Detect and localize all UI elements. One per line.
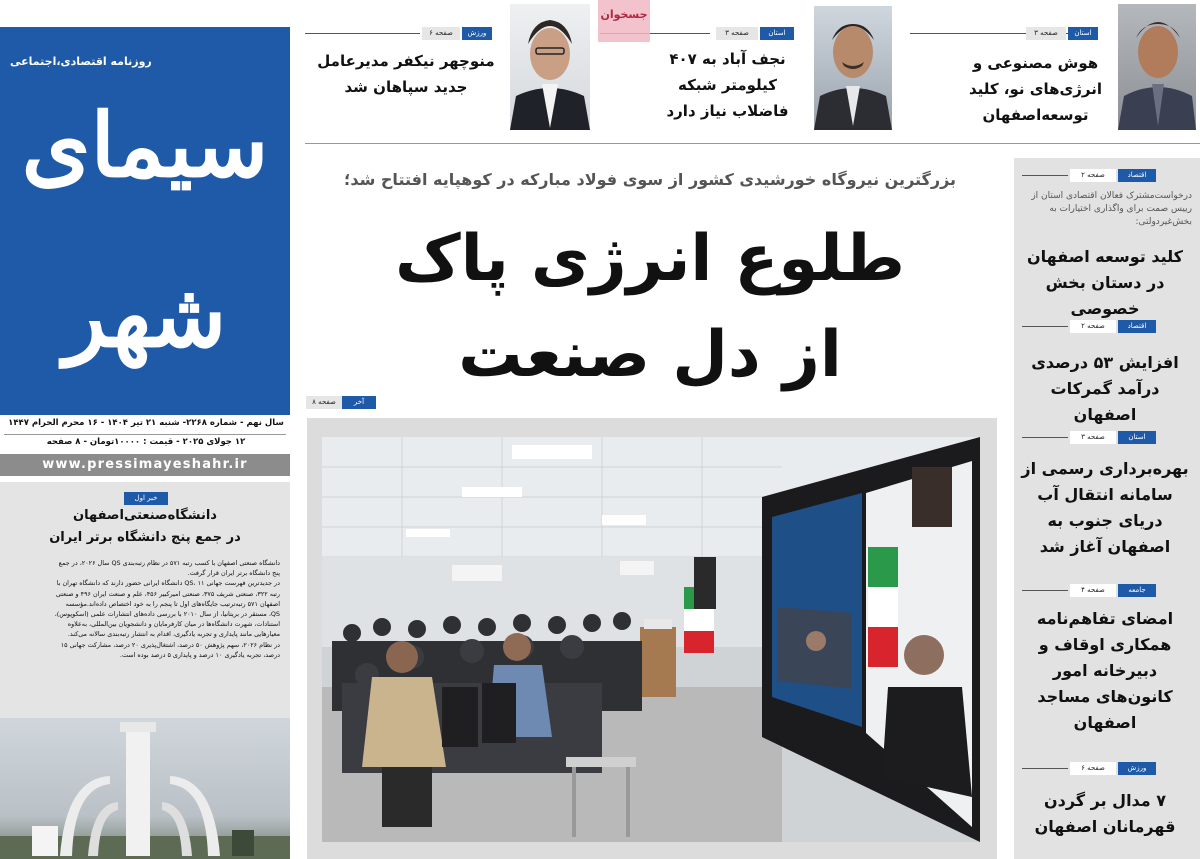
- left-box-title-1: دانشگاه‌صنعتی‌اصفهان: [73, 508, 217, 523]
- watermark-text: جسخوان: [600, 8, 648, 21]
- teaser3-section-tag: ورزش: [462, 27, 492, 40]
- top-rule: [305, 143, 1200, 144]
- teaser3-text[interactable]: منوچهر نیکفر مدیرعامل جدید سپاهان شد: [317, 52, 495, 96]
- right1-kicker: درخواست‌مشترک فعالان اقتصادی استان از رییس صمت برای واگذاری اختیارات به بخش‌غیردولتی:: [1031, 191, 1192, 227]
- lead-page-tag: صفحه ۸: [306, 396, 342, 409]
- teaser2-page-tag: صفحه ۳: [716, 27, 758, 40]
- right1-page-tag: صفحه ۲: [1070, 169, 1116, 182]
- teaser1-page-tag: صفحه ۳: [1026, 27, 1066, 40]
- right4-headline[interactable]: امضای تفاهم‌نامه همکاری اوقاف و دبیرخانه امور کانون‌های مساجد اصفهان: [1036, 609, 1174, 732]
- right3-page-tag: صفحه ۳: [1070, 431, 1116, 444]
- right2-headline[interactable]: افزایش ۵۳ درصدی درآمد گمرکات اصفهان: [1031, 353, 1179, 424]
- teaser1-portrait: [1118, 4, 1196, 130]
- right3-headline[interactable]: بهره‌برداری رسمی از سامانه انتقال آب دریای جنوب به اصفهان آغاز شد: [1021, 459, 1189, 556]
- university-monument-photo: [0, 718, 290, 859]
- right4-page-tag: صفحه ۴: [1070, 584, 1116, 597]
- right5-page-tag: صفحه ۶: [1070, 762, 1116, 775]
- teaser2-portrait: [814, 6, 892, 130]
- website-text[interactable]: www.pressimayeshahr.ir: [42, 457, 248, 472]
- teaser1-section-tag: استان: [1068, 27, 1098, 40]
- left-box-tag: خبر اول: [124, 492, 168, 505]
- teaser3-portrait: [510, 4, 590, 130]
- right5-headline[interactable]: ۷ مدال بر گردن قهرمانان اصفهان: [1034, 791, 1176, 836]
- left-box-body: دانشگاه صنعتی اصفهان با کسب رتبه ۵۷۱ در نظام رتبه‌بندی QS سال ۲۰۲۶، در جمع پنج دانشگاه برتر ایران قرار گرفت. در جدیدترین فهرست جهانی QS، ۱۱ دانشگاه ایرانی حضور دارند که دانشگاه تهران با رتبه ۳۲۲، صنعتی شریف ۳۷۵، صنعتی امیرکبیر ۴۵۶، علم و صنعت ایران ۴۹۶ و صنعتی اصفهان ۵۷۱ رتبه‌ترتیب جایگاه‌های اول تا پنجم را به خود اختصاص داده‌اند.مؤسسه QS، مستقر در بریتانیا، از سال ۲۰۱۰ با بررسی داده‌های انتشارات علمی (اسکوپوس)، استنادات، شهرت دانشگاه‌ها در میان کارفرمایان و دانشجویان بین‌المللی، به‌علاوه معیارهایی مانند پایداری و تجربه یادگیری، اقدام به انتشار رتبه‌بندی سالانه می‌کند. در نظام ۲۰۲۶، سهم پژوهش ۵۰ درصد، اشتغال‌پذیری ۲۰ درصد، مشارکت جهانی ۱۵ درصد، تجربه یادگیری ۱۰ درصد و پایداری ۵ درصد بوده است.: [54, 559, 280, 659]
- left-box-title-2: در جمع پنج دانشگاه برتر ایران: [49, 530, 241, 545]
- lead-photo: [322, 437, 980, 842]
- right1-section-tag: اقتصاد: [1118, 169, 1156, 182]
- right2-section-tag: اقتصاد: [1118, 320, 1156, 333]
- right2-page-tag: صفحه ۲: [1070, 320, 1116, 333]
- masthead-logo-text: سیمای شهر: [21, 93, 269, 367]
- right3-section-tag: استان: [1118, 431, 1156, 444]
- teaser2-section-tag: استان: [760, 27, 794, 40]
- teaser2-text[interactable]: نجف آباد به ۴۰۷ کیلومتر شبکه فاضلاب نیاز دارد: [666, 50, 789, 120]
- lead-headline-1: طلوع انرژی پاک: [395, 222, 905, 296]
- issue-line: سال نهم - شماره ۲۲۶۸- شنبه ۲۱ تیر ۱۴۰۴ - ۱۶ محرم الحرام ۱۴۴۷: [8, 418, 284, 428]
- teaser3-page-tag: صفحه ۶: [422, 27, 460, 40]
- teaser1-text[interactable]: هوش مصنوعی و انرژی‌های نو، کلید توسعه‌اصفهان: [968, 54, 1103, 124]
- price-line: ۱۲ جولای ۲۰۲۵ - قیمت : ۱۰۰۰۰تومان - ۸ صفحه: [46, 437, 246, 447]
- lead-headline-2: از دل صنعت: [458, 318, 842, 392]
- right4-section-tag: جامعه: [1118, 584, 1156, 597]
- lead-section-tag: آخر: [342, 396, 376, 409]
- right5-section-tag: ورزش: [1118, 762, 1156, 775]
- lead-kicker: بزرگترین نیروگاه خورشیدی کشور از سوی فولاد مبارکه در کوهپایه افتتاح شد؛: [343, 170, 957, 189]
- masthead-subtitle: روزنامه اقتصادی،اجتماعی: [10, 55, 152, 68]
- right1-headline[interactable]: کلید توسعه اصفهان در دستان بخش خصوصی: [1027, 247, 1183, 318]
